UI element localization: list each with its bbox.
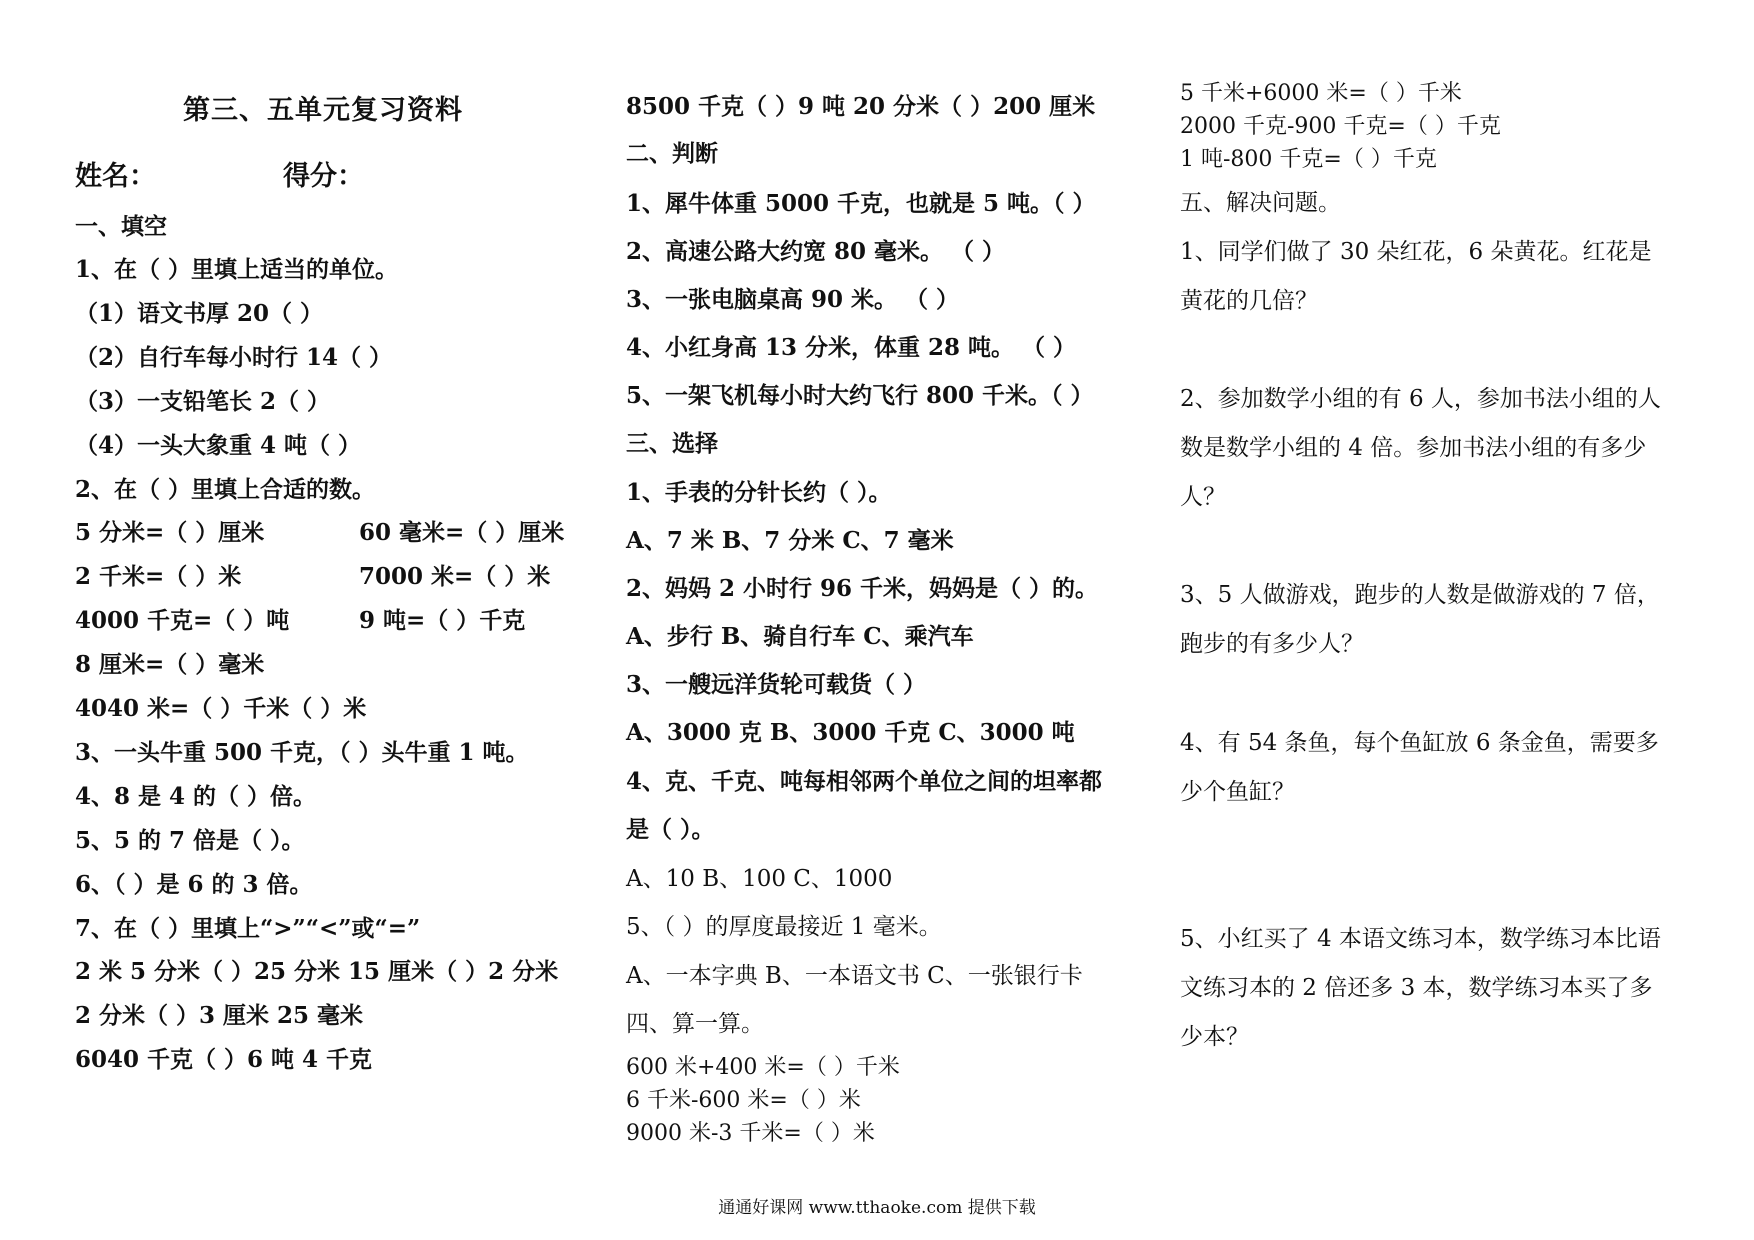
choice-options: A、7 米 B、7 分米 C、7 毫米 <box>626 527 954 554</box>
compare-row: 8500 千克（ ）9 吨 20 分米（ ）200 厘米 <box>626 93 1096 120</box>
question-1-item: （2）自行车每小时行 14（ ） <box>75 344 393 371</box>
problem-1-line: 黄花的几倍？ <box>1180 288 1318 314</box>
choice-question: 2、妈妈 2 小时行 96 千米，妈妈是（ ）的。 <box>626 575 1099 602</box>
conversion-item: 9 吨=（ ）千克 <box>359 607 526 634</box>
question-4: 4、8 是 4 的（ ）倍。 <box>75 783 317 810</box>
choice-question: 3、一艘远洋货轮可载货（ ） <box>626 671 927 698</box>
question-7-item: 2 米 5 分米（ ）25 分米 15 厘米（ ）2 分米 <box>75 958 559 985</box>
name-label: 姓名： <box>75 161 156 192</box>
conversion-row <box>75 514 595 547</box>
footer-source: 通通好课网 www.tthaoke.com 提供下载 <box>718 1198 1036 1218</box>
question-7-item: 2 分米（ ）3 厘米 25 毫米 <box>75 1002 364 1029</box>
calc-item: 9000 米-3 千米=（ ）米 <box>626 1121 875 1146</box>
problem-5-line: 少本？ <box>1180 1024 1249 1050</box>
choice-options: A、10 B、100 C、1000 <box>626 866 893 892</box>
choice-question: 5、（ ）的厚度最接近 1 毫米。 <box>626 914 942 940</box>
question-6: 6、（ ）是 6 的 3 倍。 <box>75 871 313 898</box>
calc-item: 2000 千克-900 千克=（ ）千克 <box>1180 114 1501 139</box>
choice-options: A、一本字典 B、一本语文书 C、一张银行卡 <box>626 963 1083 989</box>
conversion-item: 8 厘米=（ ）毫米 <box>75 651 265 678</box>
judge-item: 3、一张电脑桌高 90 米。 （ ） <box>626 286 960 313</box>
conversion-row <box>75 558 595 591</box>
problem-1-line: 1、同学们做了 30 朵红花，6 朵黄花。红花是 <box>1180 239 1652 265</box>
problem-5-line: 文练习本的 2 倍还多 3 本，数学练习本买了多 <box>1180 975 1653 1001</box>
calc-item: 600 米+400 米=（ ）千米 <box>626 1055 900 1080</box>
question-5: 5、5 的 7 倍是（ ）。 <box>75 827 305 854</box>
section-calc-heading: 四、算一算。 <box>626 1011 764 1037</box>
calc-item: 5 千米+6000 米=（ ）千米 <box>1180 81 1462 106</box>
question-1-item: （4）一头大象重 4 吨（ ） <box>75 432 362 459</box>
calc-item: 1 吨-800 千克=（ ）千克 <box>1180 147 1437 172</box>
conversion-item: 2 千米=（ ）米 <box>75 563 242 590</box>
problem-3-line: 3、5 人做游戏，跑步的人数是做游戏的 7 倍， <box>1180 582 1660 608</box>
calc-item: 6 千米-600 米=（ ）米 <box>626 1088 861 1113</box>
choice-question: 4、克、千克、吨每相邻两个单位之间的坦率都 <box>626 768 1103 795</box>
problem-2-line: 2、参加数学小组的有 6 人，参加书法小组的人 <box>1180 386 1661 412</box>
conversion-item: 4000 千克=（ ）吨 <box>75 607 290 634</box>
conversion-item: 7000 米=（ ）米 <box>359 563 551 590</box>
score-label: 得分： <box>283 161 364 192</box>
judge-item: 2、高速公路大约宽 80 毫米。 （ ） <box>626 238 1006 265</box>
section-judge-heading: 二、判断 <box>626 140 718 167</box>
problem-5-line: 5、小红买了 4 本语文练习本，数学练习本比语 <box>1180 926 1661 952</box>
choice-options: A、步行 B、骑自行车 C、乘汽车 <box>626 623 974 650</box>
choice-question-cont: 是（ ）。 <box>626 816 715 843</box>
question-7-item: 6040 千克（ ）6 吨 4 千克 <box>75 1046 373 1073</box>
problem-3-line: 跑步的有多少人？ <box>1180 631 1364 657</box>
problem-2-line: 人？ <box>1180 484 1226 510</box>
section-choice-heading: 三、选择 <box>626 430 718 457</box>
conversion-item: 5 分米=（ ）厘米 <box>75 519 265 546</box>
conversion-item: 60 毫米=（ ）厘米 <box>359 519 565 546</box>
judge-item: 1、犀牛体重 5000 千克，也就是 5 吨。（ ） <box>626 190 1096 217</box>
question-1: 1、在（ ）里填上适当的单位。 <box>75 256 399 283</box>
question-1-item: （3）一支铅笔长 2（ ） <box>75 388 331 415</box>
judge-item: 5、一架飞机每小时大约飞行 800 千米。（ ） <box>626 382 1094 409</box>
problem-4-line: 4、有 54 条鱼，每个鱼缸放 6 条金鱼，需要多 <box>1180 730 1659 756</box>
problem-2-line: 数是数学小组的 4 倍。参加书法小组的有多少 <box>1180 435 1647 461</box>
question-2: 2、在（ ）里填上合适的数。 <box>75 476 376 503</box>
conversion-item: 4040 米=（ ）千米（ ）米 <box>75 695 367 722</box>
name-score-row <box>75 154 364 193</box>
choice-question: 1、手表的分针长约（ ）。 <box>626 479 892 506</box>
question-7: 7、在（ ）里填上“>”“<”或“=” <box>75 915 421 942</box>
conversion-row <box>75 602 595 635</box>
question-1-item: （1）语文书厚 20（ ） <box>75 300 324 327</box>
section-fill-heading: 一、填空 <box>75 213 167 240</box>
question-3: 3、一头牛重 500 千克，（ ）头牛重 1 吨。 <box>75 739 529 766</box>
page-title: 第三、五单元复习资料 <box>183 95 463 126</box>
judge-item: 4、小红身高 13 分米，体重 28 吨。 （ ） <box>626 334 1077 361</box>
problem-4-line: 少个鱼缸？ <box>1180 779 1295 805</box>
choice-options: A、3000 克 B、3000 千克 C、3000 吨 <box>626 719 1075 746</box>
section-problems-heading: 五、解决问题。 <box>1180 190 1341 216</box>
